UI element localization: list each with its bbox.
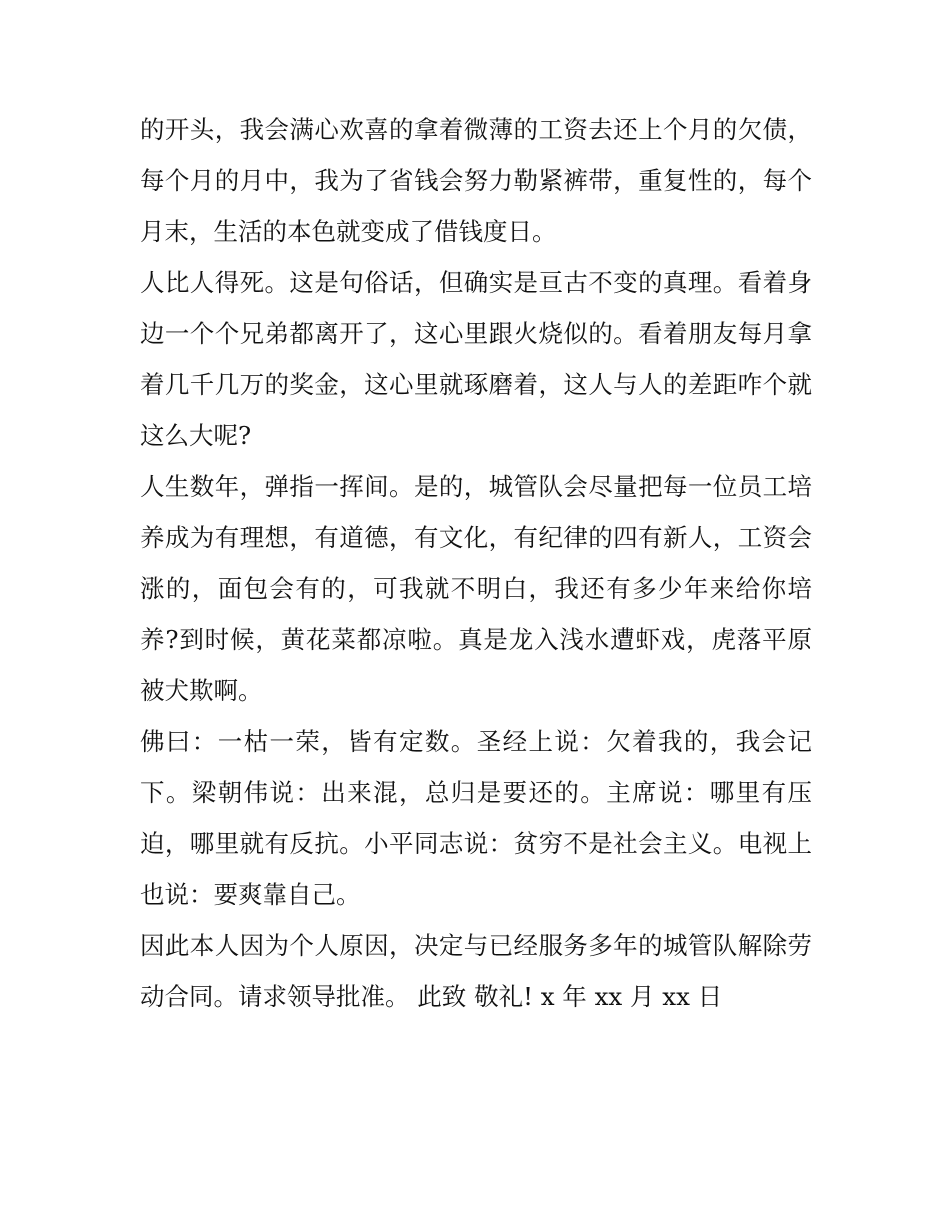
paragraph-1: 的开头，我会满心欢喜的拿着微薄的工资去还上个月的欠债，每个月的月中，我为了省钱会努力勒紧裤带，重复性的，每个月末，生活的本色就变成了借钱度日。	[140, 115, 812, 246]
paragraph-2: 人比人得死。这是句俗话，但确实是亘古不变的真理。看着身边一个个兄弟都离开了，这心里跟火烧似的。看着朋友每月拿着几千几万的奖金，这心里就琢磨着，这人与人的差距咋个就这么大呢?	[140, 268, 812, 450]
paragraph-3: 人生数年，弹指一挥间。是的，城管队会尽量把每一位员工培养成为有理想，有道德，有文化，有纪律的四有新人，工资会涨的，面包会有的，可我就不明白，我还有多少年来给你培养?到时候，黄花菜都凉啦。真是龙入浅水遭虾戏，虎落平原被犬欺啊。	[140, 472, 812, 705]
paragraph-4: 佛曰：一枯一荣，皆有定数。圣经上说：欠着我的，我会记下。梁朝伟说：出来混，总归是要还的。主席说：哪里有压迫，哪里就有反抗。小平同志说：贫穷不是社会主义。电视上也说：要爽靠自己。	[140, 727, 812, 909]
document-body	[140, 104, 812, 1022]
paragraph-5: 因此本人因为个人原因，决定与已经服务多年的城管队解除劳动合同。请求领导批准。 此致 敬礼! x 年 xx 月 xx 日	[140, 931, 812, 1011]
